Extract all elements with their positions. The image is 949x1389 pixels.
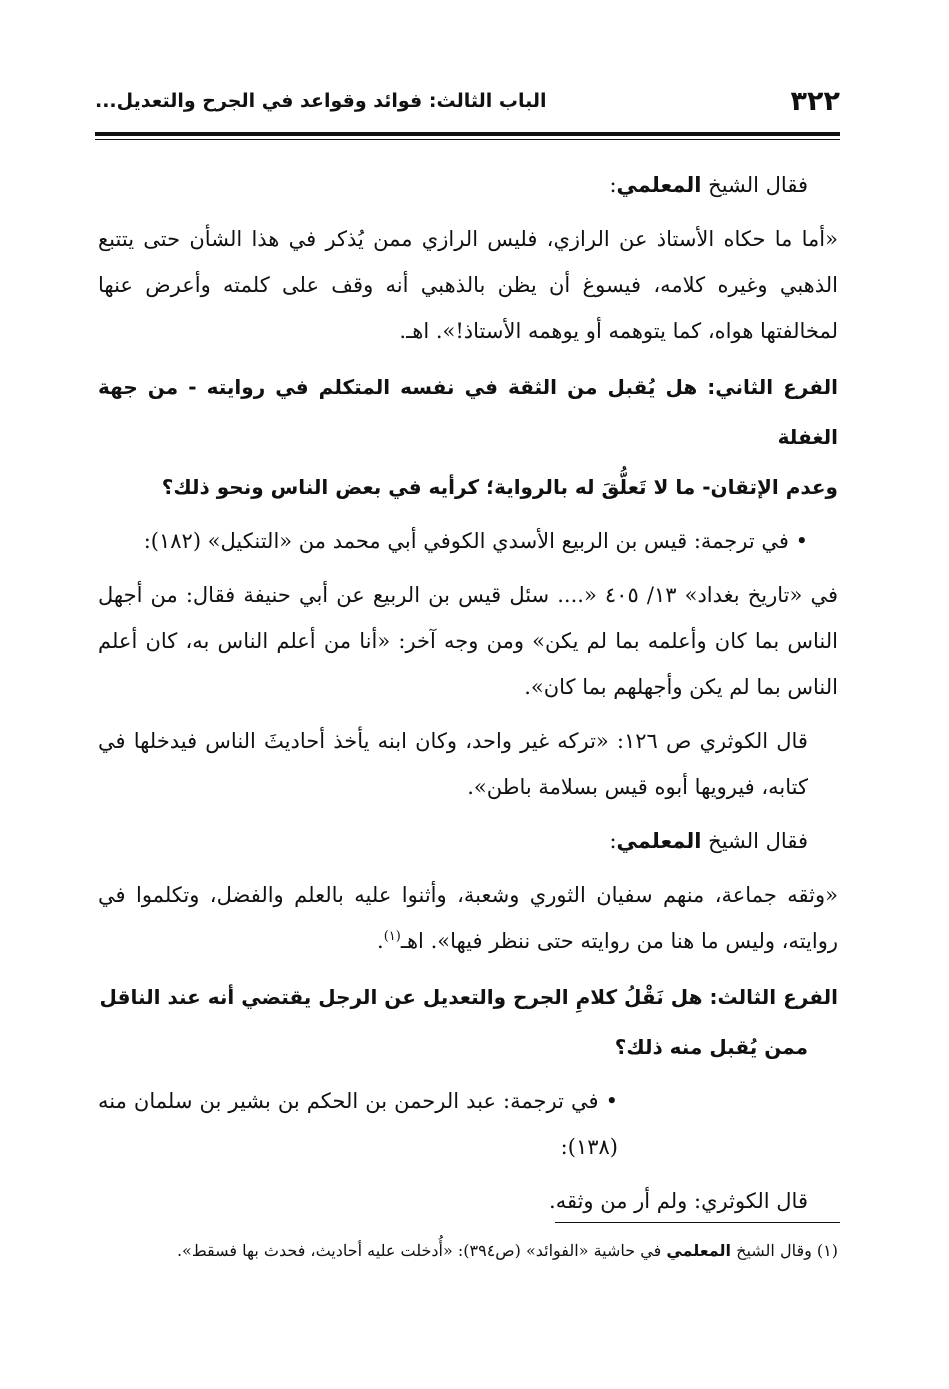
text-span: فقال الشيخ [701,829,808,853]
author-name: المعلمي [616,173,702,197]
footnote-rule [555,1222,840,1223]
running-title: الباب الثالث: فوائد وقواعد في الجرح والتعديل... [95,90,547,112]
footnote-marker: (١) [383,929,401,944]
text-span: : [609,173,617,197]
paragraph-quote-1: «أما ما حكاه الأستاذ عن الرازي، فليس الرازي ممن يُذكر في هذا الشأن حتى يتتبع الذهبي وغيره كلامه، فيسوغ أن يظن بالذهبي أنه وقف على كلمته وأعرض عنها لمخالفتها هواه، كما يتوهمه أو يوهمه الأستاذ!». اهـ. [98,227,838,343]
text-span: في حاشية «الفوائد» (ص٣٩٤): «أُدخلت عليه أحاديث، فحدث بها فسقط». [176,1241,667,1260]
page-number: ٣٢٢ [790,85,840,117]
paragraph-kawthari-2: قال الكوثري: ولم أر من وثقه. [549,1189,808,1213]
text-span: فقال الشيخ [701,173,808,197]
text-span: «وثقه جماعة، منهم سفيان الثوري وشعبة، وأثنوا عليه بالعلم والفضل، وتكلموا في روايته، وليس ما هنا من روايته حتى ننظر فيها». اهـ [98,883,838,953]
section-heading-3 [98,972,838,1072]
heading-line: الفرع الثاني: هل يُقبل من الثقة في نفسه المتكلم في روايته - من جهة الغفلة [98,375,838,449]
heading-line: ممن يُقبل منه ذلك؟ [614,1035,808,1059]
header-rule-thin [95,139,840,140]
paragraph-intro-2 [98,818,838,864]
paragraph-bullet-2: • في ترجمة: عبد الرحمن بن الحكم بن بشير بن سلمان منه (١٣٨): [98,1089,618,1159]
paragraph-citation: في «تاريخ بغداد» ١٣/ ٤٠٥ «.... سئل قيس بن الربيع عن أبي حنيفة فقال: من أجهل الناس بما كان وأعلمه بما لم يكن» ومن وجه آخر: «أنا من أعلم الناس به، كان أعلم الناس بما لم يكن وأجهلهم بما كان». [98,583,839,699]
author-name: المعلمي [616,829,702,853]
heading-line: وعدم الإتقان- ما لا تَعلُّقَ له بالرواية؛ كرأيه في بعض الناس ونحو ذلك؟ [161,475,838,499]
paragraph-bullet-1: • في ترجمة: قيس بن الربيع الأسدي الكوفي أبي محمد من «التنكيل» (١٨٢): [143,529,808,553]
header-rule-thick [95,132,840,136]
heading-line: الفرع الثالث: هل نَقْلُ كلامِ الجرح والتعديل عن الرجل يقتضي أنه عند الناقل [99,985,838,1009]
text-span: (١) وقال الشيخ [731,1241,838,1260]
paragraph-kawthari-1: قال الكوثري ص ١٢٦: «تركه غير واحد، وكان ابنه يأخذ أحاديثَ الناس فيدخلها في كتابه، فيرويها أبوه قيس بسلامة باطن». [98,729,808,799]
author-name: المعلمي [666,1241,732,1260]
page-header [95,78,840,124]
paragraph-intro-1 [98,162,838,208]
main-text [98,162,838,1232]
text-span: . [377,929,384,953]
paragraph-quote-2 [98,872,838,964]
section-heading-2 [98,362,838,512]
footnote [98,1236,838,1266]
text-span: : [609,829,617,853]
